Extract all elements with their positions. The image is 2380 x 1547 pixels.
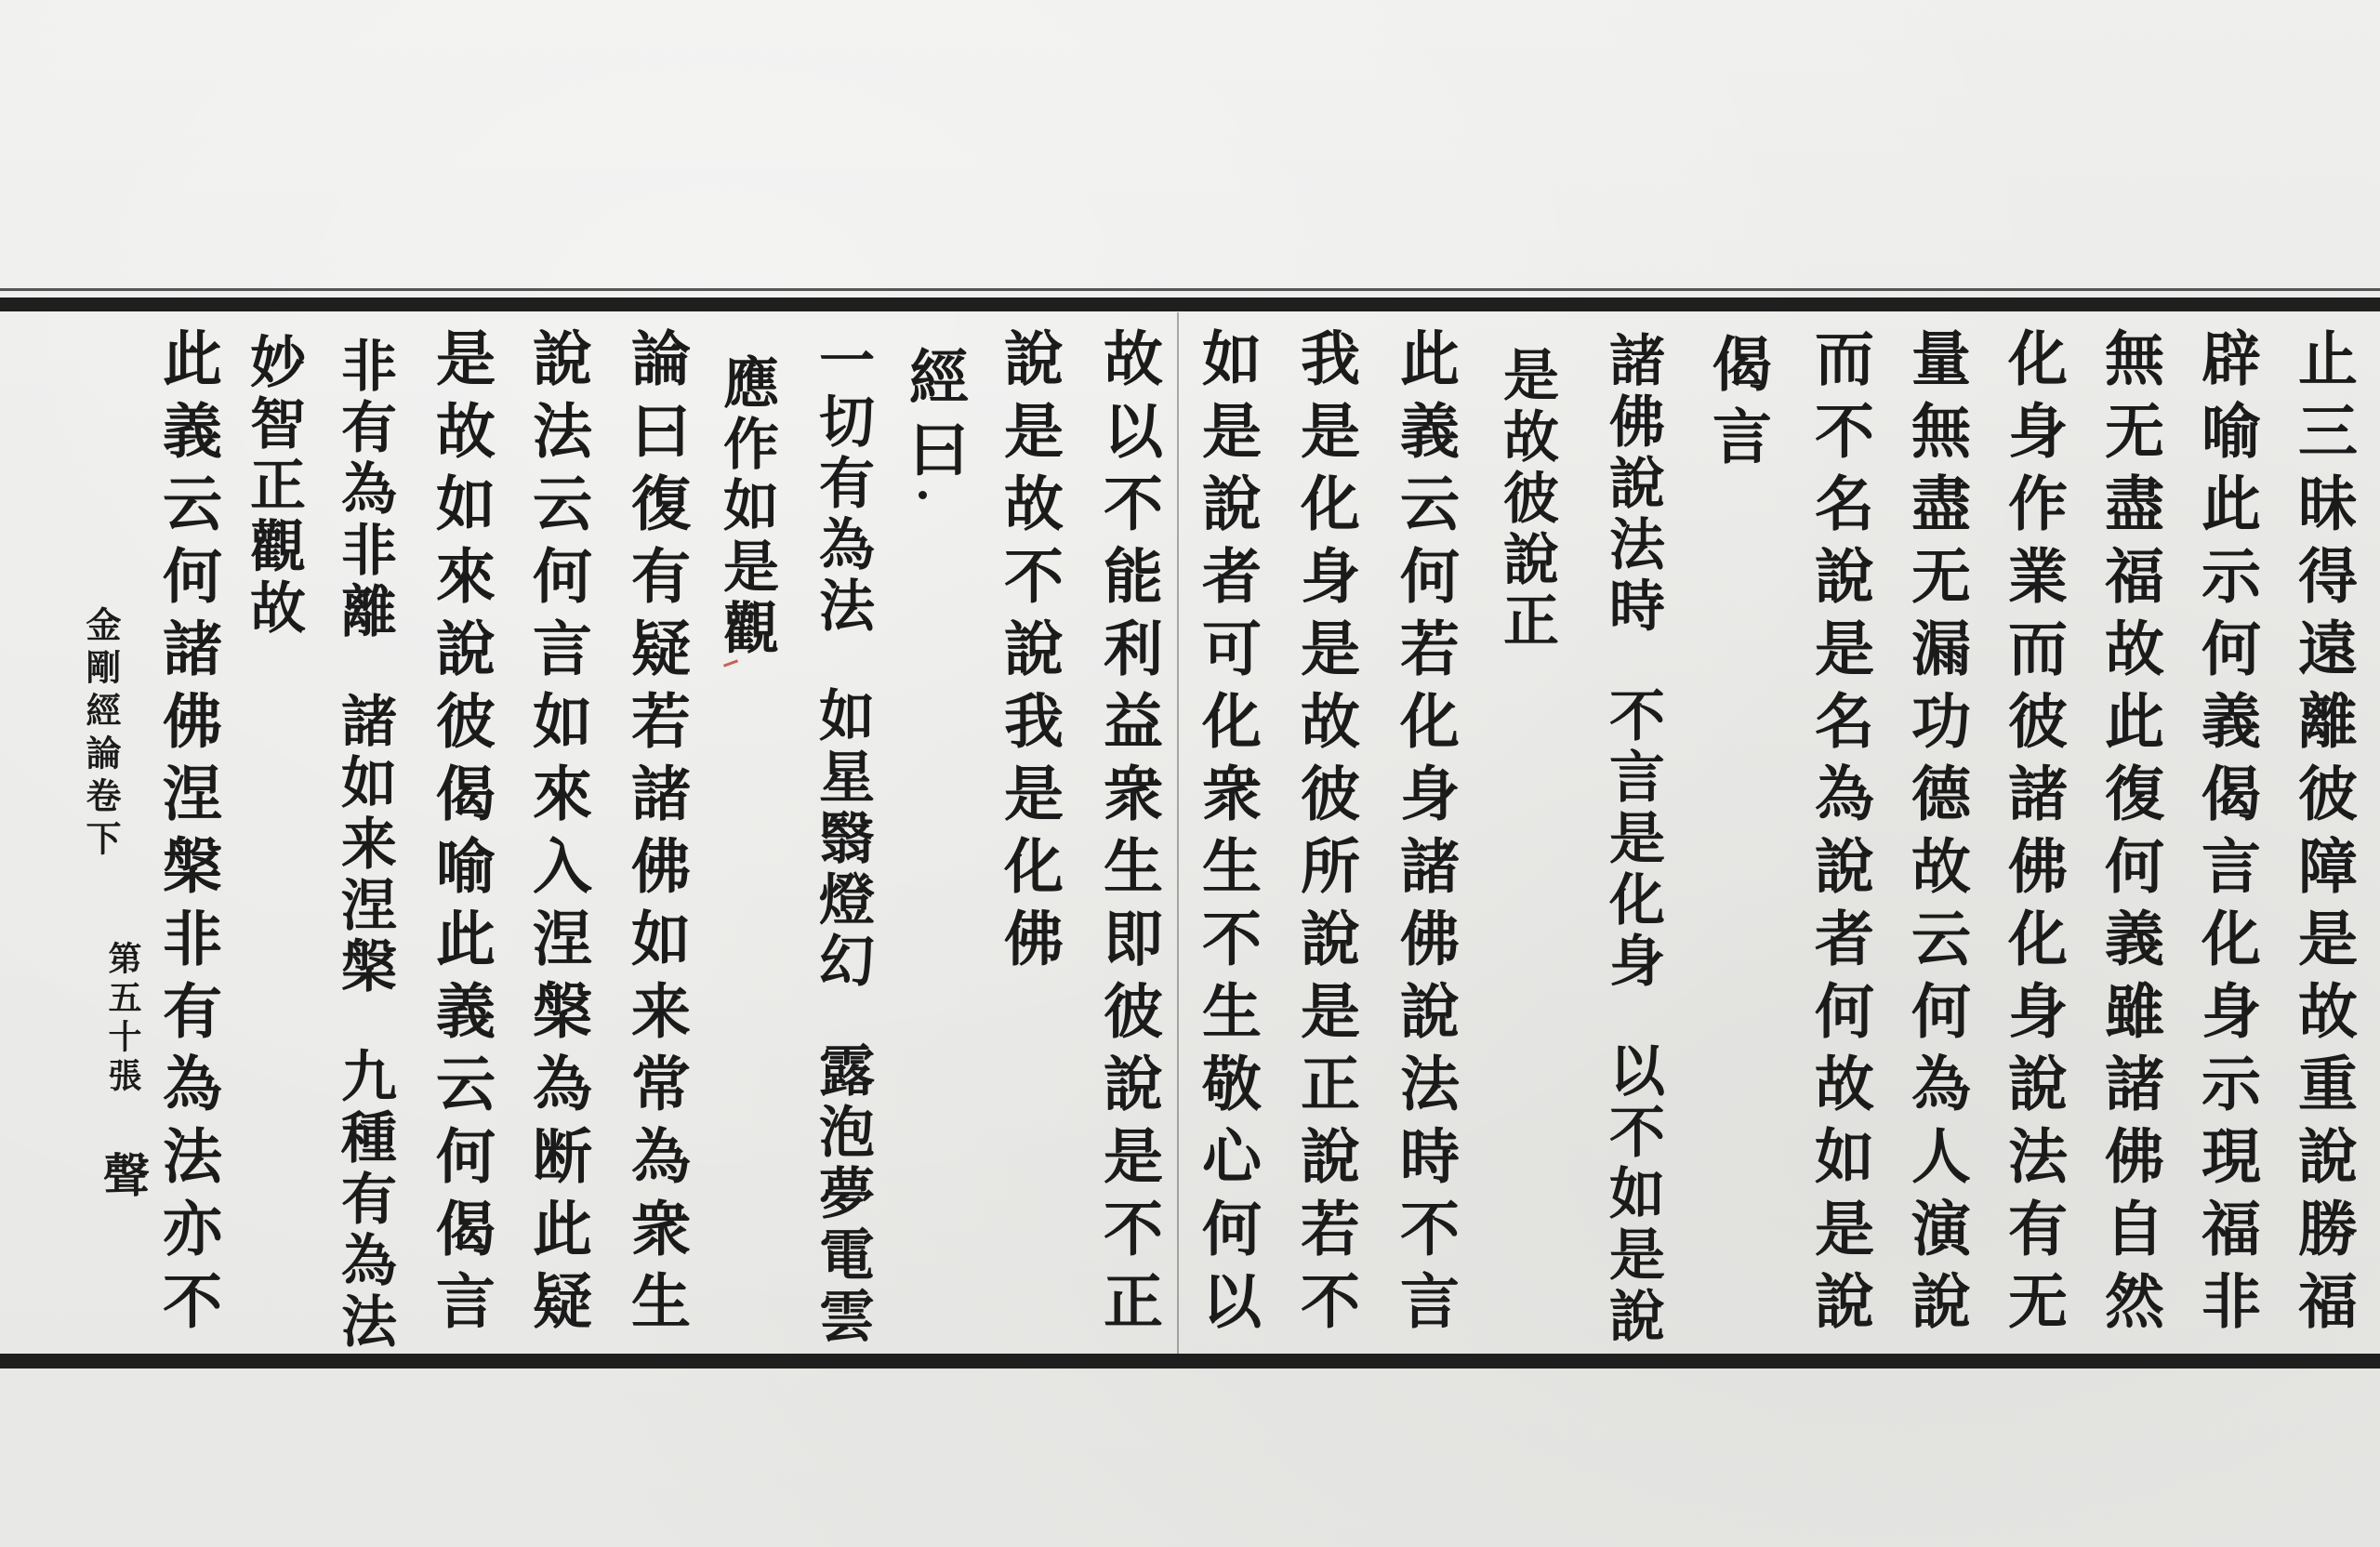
verse-line: 如星翳燈幻 bbox=[810, 686, 875, 993]
text-column-06: 而不名說是名為說者何故如是說 bbox=[1805, 327, 1874, 1342]
verse-column-17 bbox=[709, 353, 784, 660]
verse-column-08 bbox=[1595, 331, 1670, 1348]
margin-leaf-number: 第五十張 bbox=[103, 941, 142, 1097]
verse-column-22 bbox=[236, 333, 311, 640]
verse-column-16 bbox=[805, 331, 879, 1348]
margin-carver-mark: 聲 bbox=[96, 1151, 151, 1197]
text-column-14: 說是故不說我是化佛 bbox=[994, 327, 1064, 980]
center-crease-line bbox=[1177, 312, 1179, 1354]
text-column-19: 說法云何言如來入涅槃為断此疑 bbox=[522, 327, 592, 1342]
verse-line: 非有為非離 bbox=[332, 337, 397, 643]
top-border-rule bbox=[0, 298, 2380, 311]
verse-line: 九種有為法 bbox=[332, 1047, 397, 1354]
text-column-15: 經曰 bbox=[899, 346, 969, 491]
text-column-18: 論曰復有疑若諸佛如来常為衆生 bbox=[621, 327, 691, 1342]
verse-line: 諸佛說法時 bbox=[1600, 331, 1665, 638]
verse-line: 一切有為法 bbox=[810, 331, 875, 638]
text-column-03: 無无盡福故此復何義雖諸佛自然 bbox=[2095, 327, 2164, 1342]
text-column-11: 我是化身是故彼所說是正說若不 bbox=[1290, 327, 1360, 1342]
verse-line: 以不如是說 bbox=[1600, 1041, 1665, 1348]
verse-line: 露泡夢電雲 bbox=[810, 1041, 875, 1348]
top-border-thin-rule bbox=[0, 288, 2380, 291]
text-column-05: 量無盡无漏功德故云何為人演說 bbox=[1901, 327, 1971, 1342]
verse-column-09 bbox=[1489, 346, 1564, 653]
text-column-10: 此義云何若化身諸佛說法時不言 bbox=[1390, 327, 1460, 1342]
text-column-07: 偈言 bbox=[1702, 333, 1772, 478]
verse-column-21 bbox=[327, 337, 402, 1354]
text-column-01: 止三昧得遠離彼障是故重說勝福 bbox=[2288, 327, 2358, 1342]
verse-line: 諸如来涅槃 bbox=[332, 692, 397, 998]
text-column-13: 故以不能利益衆生即彼說是不正 bbox=[1093, 327, 1163, 1342]
verse-line: 妙智正觀故 bbox=[241, 333, 306, 640]
text-column-23: 此義云何諸佛涅槃非有為法亦不 bbox=[152, 327, 222, 1342]
verse-line: 是故彼說正 bbox=[1494, 346, 1559, 653]
text-column-04: 化身作業而彼諸佛化身說法有无 bbox=[1998, 327, 2068, 1342]
bottom-border-rule bbox=[0, 1354, 2380, 1368]
verse-line: 不言是化身 bbox=[1600, 686, 1665, 993]
red-ink-mark bbox=[723, 659, 738, 667]
text-column-02: 辟喻此示何義偈言化身示現福非 bbox=[2191, 327, 2261, 1342]
text-column-12: 如是說者可化衆生不生敬心何以 bbox=[1192, 327, 1262, 1342]
margin-book-title: 金剛經論卷下 bbox=[80, 606, 122, 863]
punctuation-dot bbox=[919, 491, 927, 499]
text-column-20: 是故如來說彼偈喻此義云何偈言 bbox=[426, 327, 496, 1342]
verse-line: 應作如是觀 bbox=[714, 353, 779, 660]
